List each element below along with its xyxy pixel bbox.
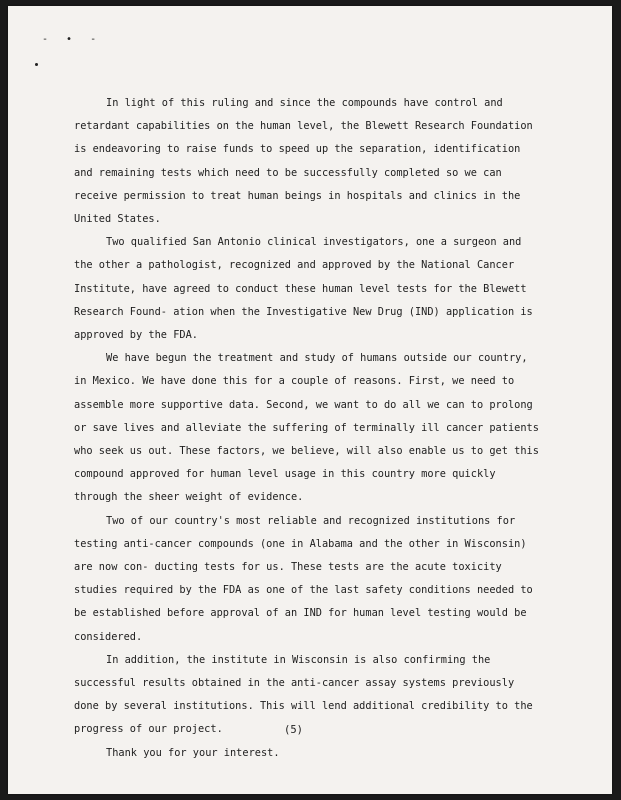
paragraph-investigators: Two qualified San Antonio clinical investigators, one a surgeon and the other a pathologist, recognized and approved by the National Cancer Institute, have agreed to conduct these human level tests for the Blewett Research Found- ation when the Investigative New Drug (IND) application is approved by the FDA. (74, 236, 533, 342)
paragraph-institutions: Two of our country's most reliable and recognized institutions for testing anti-cancer compounds (one in Alabama and the other in Wisconsin) are now con- ducting tests for us. These tests are the acute toxicity studies required by the FDA as one of the last safety conditions needed to be established before approval of an IND for human level testing would be considered. (74, 514, 533, 643)
document-page (8, 6, 612, 794)
page-number: (5) (284, 724, 303, 736)
paragraph-wisconsin: In addition, the institute in Wisconsin is also confirming the successful results obtained in the anti-cancer assay systems previously done by several institutions. This will lend additional credibility to the progress of our project. (74, 653, 533, 736)
header-marks: - • - (42, 34, 103, 45)
margin-dot (35, 63, 38, 66)
paragraph-ruling: In light of this ruling and since the compounds have control and retardant capabilities on the human level, the Blewett Research Foundation is endeavoring to raise funds to speed up the separation, identification and remaining tests which need to be successfully completed so we can receive permission to treat human beings in hospitals and clinics in the United States. (74, 97, 533, 226)
paragraph-thanks: Thank you for your interest. (106, 746, 280, 759)
paragraph-mexico: We have begun the treatment and study of humans outside our country, in Mexico. We have done this for a couple of reasons. First, we need to assemble more supportive data. Second, we want to do all we can to prolong or save lives and alleviate the suffering of terminally ill cancer patients who seek us out. These factors, we believe, will also enable us to get this compound approved for human level usage in this country more quickly through the sheer weight of evidence. (74, 352, 539, 504)
letter-body (74, 92, 544, 765)
